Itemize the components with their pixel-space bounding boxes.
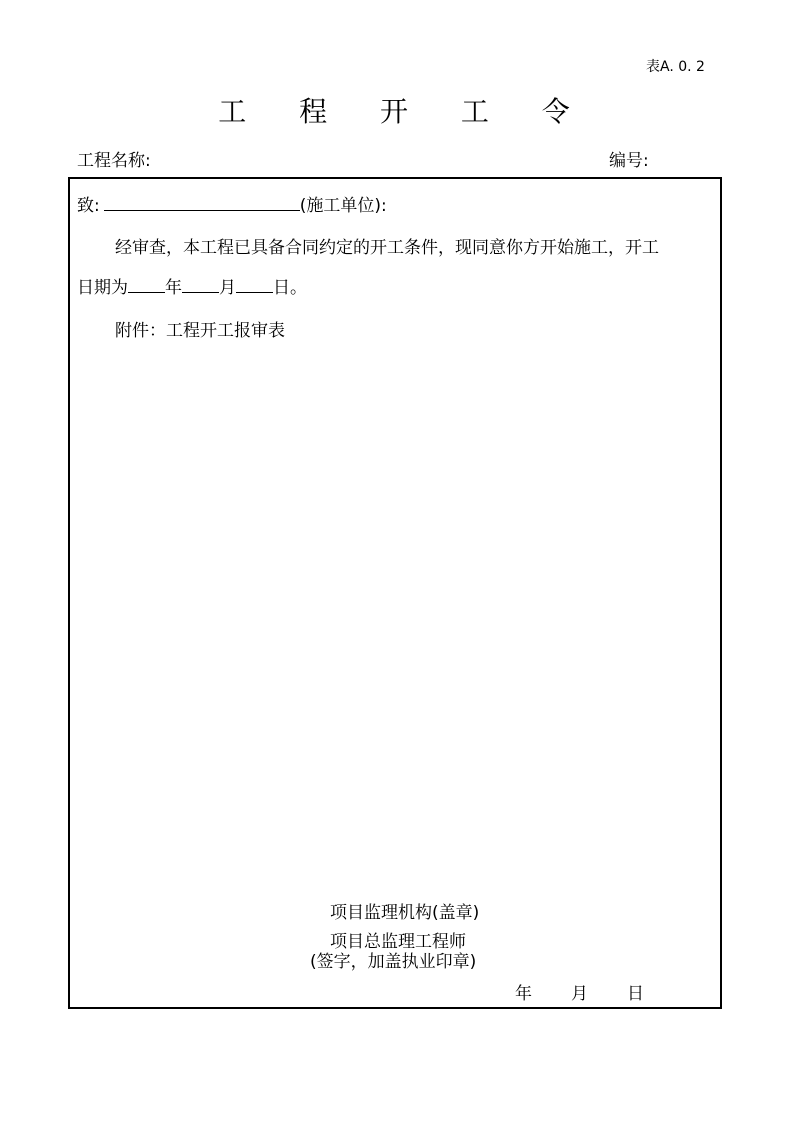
attachment-line: 附件：工程开工报审表: [115, 321, 285, 341]
supervision-org-seal: 项目监理机构(盖章): [330, 903, 480, 923]
year-char: 年: [165, 278, 182, 298]
addressee-line: [77, 191, 387, 216]
sign-year: 年: [515, 984, 532, 1004]
to-suffix: (施工单位):: [299, 196, 387, 216]
project-name-label: 工程名称:: [77, 151, 151, 171]
sign-day: 日: [627, 984, 644, 1004]
contractor-name-field[interactable]: [104, 194, 300, 211]
day-char: 日。: [273, 278, 307, 298]
start-date-line: [77, 273, 307, 298]
number-label: 编号:: [609, 151, 649, 171]
signature-note: (签字，加盖执业印章): [310, 952, 477, 972]
month-char: 月: [219, 278, 236, 298]
body-paragraph-line1: 经审查，本工程已具备合同约定的开工条件，现同意你方开始施工，开工: [115, 238, 659, 258]
form-code: 表A. 0. 2: [646, 59, 705, 75]
chief-engineer-label: 项目总监理工程师: [330, 932, 466, 952]
document-title: 工 程 开 工 令: [218, 95, 592, 128]
start-year-field[interactable]: [128, 276, 165, 293]
start-day-field[interactable]: [236, 276, 273, 293]
sign-month: 月: [571, 984, 588, 1004]
start-month-field[interactable]: [182, 276, 219, 293]
form-frame: [68, 177, 722, 1009]
to-label: 致:: [77, 196, 100, 216]
date-prefix: 日期为: [77, 278, 128, 298]
